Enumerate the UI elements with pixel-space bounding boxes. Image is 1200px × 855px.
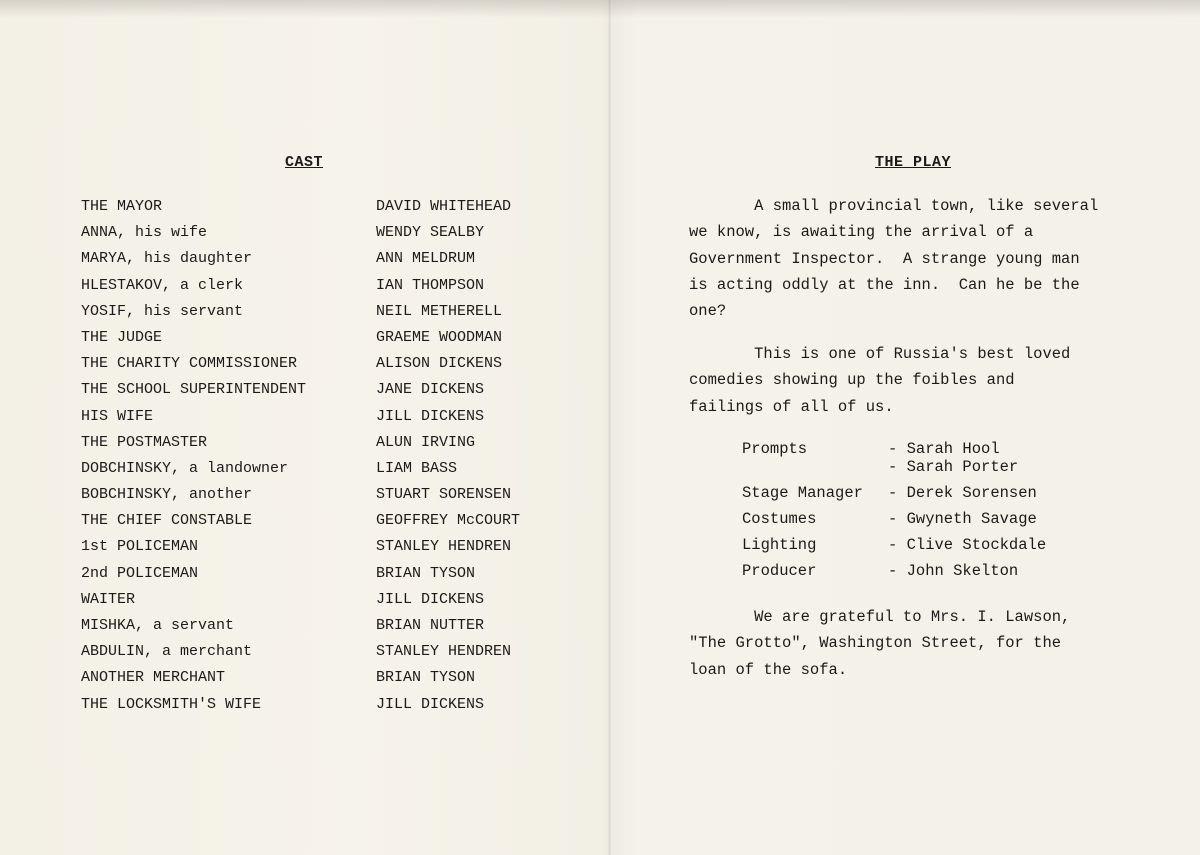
cast-role: MISHKA, a servant [81, 617, 235, 634]
crew-names [888, 440, 1018, 476]
cast-row [81, 616, 581, 642]
cast-role: HIS WIFE [81, 407, 154, 425]
cast-actor: ALUN IRVING [376, 433, 476, 451]
crew-list [742, 440, 1046, 588]
play-page [612, 0, 1200, 855]
cast-row [81, 223, 581, 249]
cast-role: THE SCHOOL SUPERINTENDENT [81, 381, 307, 399]
play-heading: THE PLAY [875, 154, 952, 171]
cast-actor: JANE DICKENS [376, 381, 485, 399]
crew-row [742, 536, 1046, 554]
cast-role: HLESTAKOV, a clerk [81, 276, 244, 294]
cast-row [81, 459, 581, 485]
cast-row [81, 511, 581, 537]
cast-row [81, 407, 581, 433]
crew-row [742, 510, 1046, 528]
crew-names [888, 536, 1046, 554]
cast-role: ANOTHER MERCHANT [81, 669, 226, 687]
crew-name: - Sarah Porter [888, 458, 1019, 476]
cast-actor: NEIL METHERELL [376, 302, 503, 320]
cast-role: ANNA, his wife [81, 224, 208, 242]
cast-actor: ALISON DICKENS [376, 355, 503, 373]
crew-name: - Sarah Hool [888, 440, 1000, 458]
crew-role: Stage Manager [742, 484, 863, 502]
crew-name: - Clive Stockdale [888, 536, 1047, 554]
cast-row [81, 537, 581, 563]
cast-actor: BRIAN TYSON [376, 669, 476, 687]
cast-actor: JILL DICKENS [376, 695, 485, 713]
cast-role: ABDULIN, a merchant [81, 643, 253, 661]
crew-role: Costumes [742, 510, 817, 528]
cast-actor: JILL DICKENS [376, 407, 485, 425]
cast-row [81, 302, 581, 328]
cast-row [81, 197, 581, 223]
crew-row [742, 440, 1046, 476]
cast-actor: ANN MELDRUM [376, 250, 476, 268]
cast-actor: IAN THOMPSON [376, 276, 485, 294]
cast-actor: DAVID WHITEHEAD [376, 198, 512, 215]
crew-names [888, 562, 1018, 580]
cast-role: BOBCHINSKY, another [81, 486, 253, 504]
crew-name: - John Skelton [888, 562, 1019, 580]
crew-names [888, 510, 1037, 528]
cast-role: 2nd POLICEMAN [81, 564, 199, 582]
crew-role: Prompts [742, 440, 808, 458]
cast-actor: GRAEME WOODMAN [376, 328, 503, 346]
cast-actor: BRIAN NUTTER [376, 617, 485, 634]
crew-row [742, 484, 1046, 502]
crew-name: - Derek Sorensen [888, 484, 1037, 502]
cast-heading: CAST [285, 154, 324, 171]
cast-row [81, 328, 581, 354]
cast-row [81, 695, 581, 721]
cast-row [81, 354, 581, 380]
crew-name: - Gwyneth Savage [888, 510, 1037, 528]
cast-row [81, 564, 581, 590]
acknowledgement: We are grateful to Mrs. I. Lawson, "The Grotto", Washington Street, for the loan of the sofa. [689, 608, 1071, 679]
crew-names [888, 484, 1037, 502]
cast-role: WAITER [81, 590, 136, 608]
cast-role: YOSIF, his servant [81, 302, 244, 320]
crew-role: Lighting [742, 536, 817, 554]
cast-row [81, 433, 581, 459]
cast-row [81, 249, 581, 275]
cast-actor: GEOFFREY McCOURT [376, 512, 521, 530]
cast-actor: LIAM BASS [376, 459, 458, 477]
crew-role: Producer [742, 562, 817, 580]
cast-actor: STANLEY HENDREN [376, 643, 512, 661]
cast-role: MARYA, his daughter [81, 250, 253, 268]
cast-actor: JILL DICKENS [376, 590, 485, 608]
cast-role: THE LOCKSMITH'S WIFE [81, 695, 262, 713]
cast-actor: STUART SORENSEN [376, 486, 512, 504]
cast-row [81, 642, 581, 668]
cast-row [81, 590, 581, 616]
cast-role: THE JUDGE [81, 328, 163, 346]
cast-role: THE CHIEF CONSTABLE [81, 512, 253, 530]
cast-role: THE CHARITY COMMISSIONER [81, 355, 298, 373]
cast-actor: BRIAN TYSON [376, 564, 476, 582]
crew-row [742, 562, 1046, 580]
cast-role: 1st POLICEMAN [81, 538, 199, 556]
cast-row [81, 276, 581, 302]
cast-row [81, 380, 581, 406]
cast-actor: STANLEY HENDREN [376, 538, 512, 556]
cast-list [81, 197, 581, 721]
cast-role: DOBCHINSKY, a landowner [81, 459, 289, 477]
play-summary: This is one of Russia's best loved comedies showing up the foibles and failings of all of us. [689, 345, 1071, 416]
cast-row [81, 485, 581, 511]
cast-role: THE POSTMASTER [81, 433, 208, 451]
play-description: A small provincial town, like several we know, is awaiting the arrival of a Government Inspector. A strange young man is acting oddly at the inn. Can he be the one? [689, 197, 1099, 321]
cast-actor: WENDY SEALBY [376, 224, 485, 242]
cast-row [81, 668, 581, 694]
cast-role: THE MAYOR [81, 198, 163, 215]
